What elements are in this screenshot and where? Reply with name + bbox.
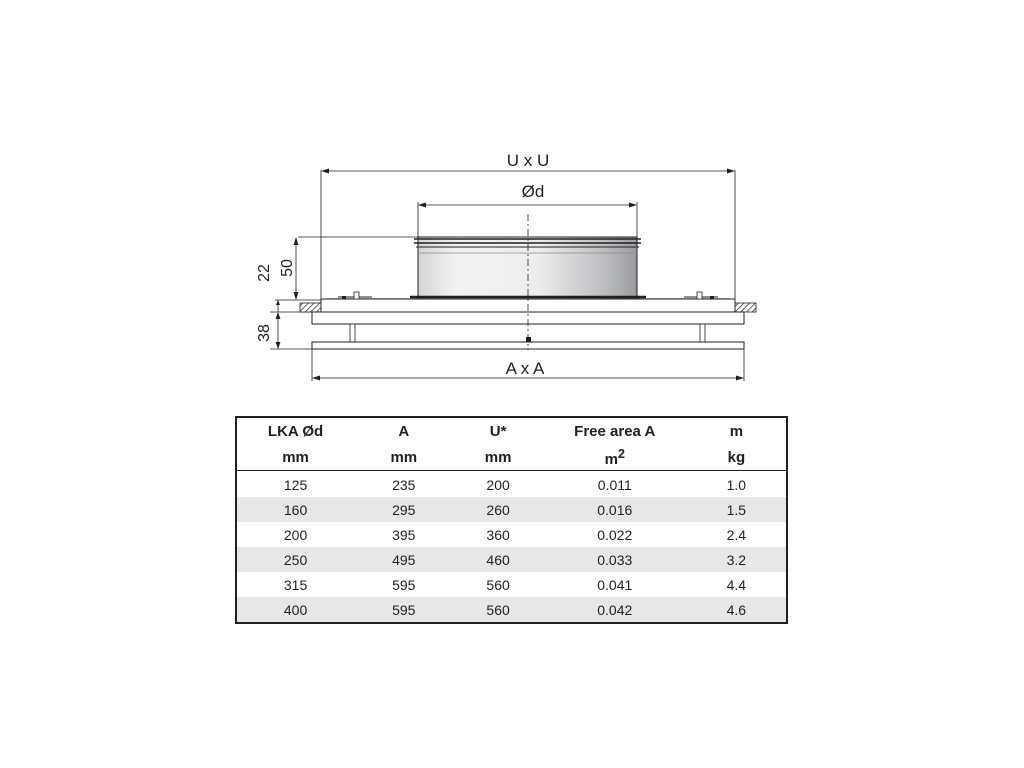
cell-u: 560	[453, 597, 542, 623]
cell-free-area: 0.016	[543, 497, 687, 522]
cell-diameter: 250	[236, 547, 354, 572]
duct-collar	[414, 237, 641, 299]
plate-width-dimension	[312, 349, 744, 381]
ceiling-hatch-left	[300, 303, 321, 312]
cell-mass: 1.5	[687, 497, 787, 522]
header-mass: m	[729, 422, 744, 440]
cell-mass: 3.2	[687, 547, 787, 572]
header-row	[236, 417, 787, 444]
cell-free-area: 0.011	[597, 476, 632, 493]
plate-width-label: A x A	[505, 359, 545, 378]
cell-diameter: 200	[283, 526, 308, 543]
cell-u: 200	[486, 476, 510, 493]
cell-a: 395	[392, 526, 416, 543]
unit-free-area	[543, 444, 687, 471]
cell-a: 295	[354, 497, 453, 522]
cell-free-area: 0.022	[597, 526, 633, 543]
cell-mass: 4.4	[726, 576, 747, 593]
header-diameter: LKA Ød	[267, 422, 324, 440]
ceiling-hatch-right	[735, 303, 756, 312]
header-free-area: Free area A	[574, 422, 656, 440]
cell-a: 495	[354, 547, 453, 572]
overall-width-label: U x U	[506, 151, 550, 170]
height-dimensions	[256, 237, 418, 349]
specification-table	[235, 416, 788, 624]
cell-diameter: 125	[283, 476, 308, 493]
cell-diameter: 315	[283, 576, 308, 593]
cell-mass: 2.4	[726, 526, 747, 543]
cell-free-area: 0.033	[543, 547, 687, 572]
cell-u: 560	[486, 576, 510, 593]
cell-a: 235	[392, 476, 416, 493]
duct-diameter-dimension	[418, 182, 637, 238]
table-row	[236, 522, 787, 547]
cell-diameter: 160	[236, 497, 354, 522]
cell-a: 595	[392, 576, 416, 593]
cell-a: 595	[354, 597, 453, 623]
cell-u: 260	[453, 497, 542, 522]
cell-diameter: 400	[236, 597, 354, 623]
header-a: A	[398, 422, 410, 440]
table-row	[236, 497, 787, 522]
cell-mass: 1.0	[726, 476, 747, 493]
cell-free-area: 0.042	[543, 597, 687, 623]
table-row	[236, 547, 787, 572]
unit-mass: kg	[687, 444, 787, 471]
cell-free-area: 0.041	[597, 576, 633, 593]
cell-u: 460	[453, 547, 542, 572]
table-row	[236, 572, 787, 597]
unit-free-area-exponent: 2	[617, 446, 625, 461]
table-row	[236, 471, 787, 498]
cell-mass: 4.6	[687, 597, 787, 623]
total-height-label: 50	[279, 259, 296, 277]
cell-u: 360	[486, 526, 510, 543]
unit-free-area-base: m	[604, 450, 618, 468]
unit-a: mm	[354, 444, 453, 471]
unit-row	[236, 444, 787, 471]
duct-diameter-label: Ød	[521, 182, 545, 201]
plate-height-label: 38	[256, 324, 273, 342]
unit-u: mm	[453, 444, 542, 471]
table-row	[236, 597, 787, 623]
header-u: U*	[489, 422, 507, 440]
collar-height-label: 22	[256, 264, 273, 282]
unit-diameter: mm	[236, 444, 354, 471]
